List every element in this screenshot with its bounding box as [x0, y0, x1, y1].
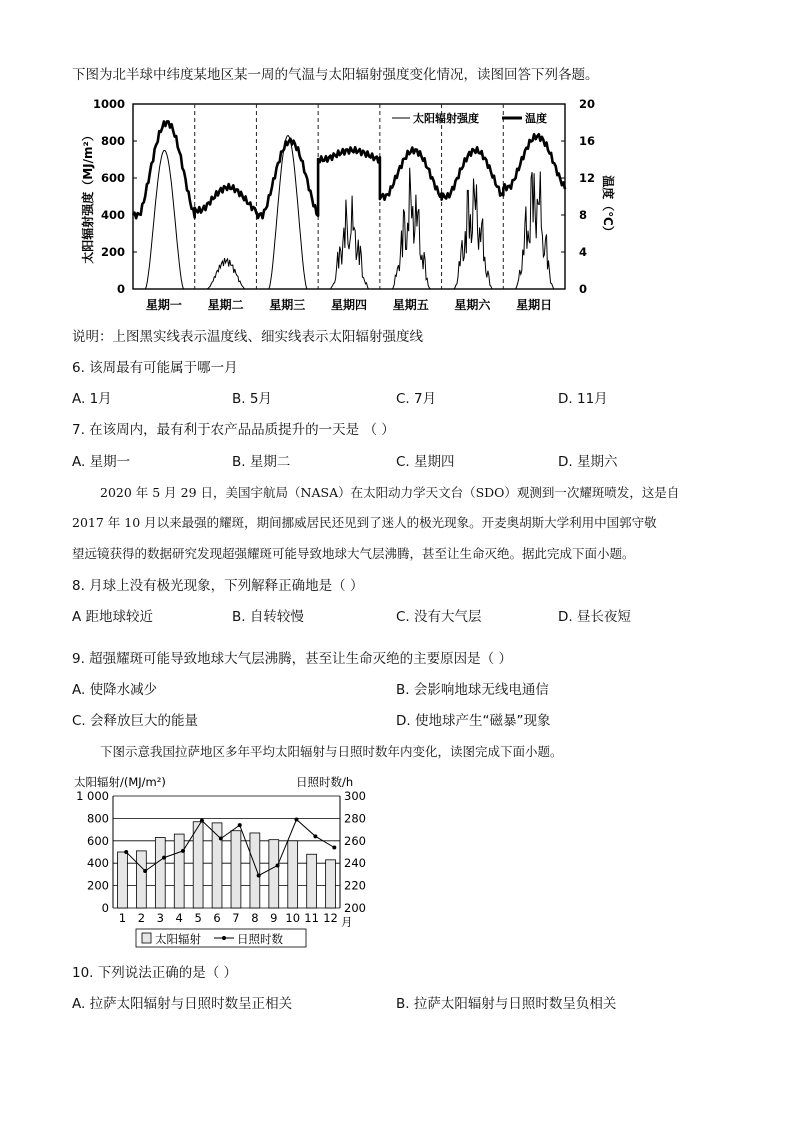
- q7-stem: 7. 在该周内，最有利于农产品品质提升的一天是 （ ）: [72, 422, 395, 438]
- q8-option-c[interactable]: C. 没有大气层: [396, 609, 482, 625]
- sunshine-point: [332, 846, 336, 850]
- q9-option-a[interactable]: A. 使降水减少: [72, 682, 158, 698]
- legend-thick-label: 温度: [525, 112, 547, 125]
- left-tick-label: 0: [101, 901, 109, 915]
- month-label: 6: [213, 911, 221, 925]
- q10-option-a[interactable]: A. 拉萨太阳辐射与日照时数呈正相关: [72, 996, 293, 1012]
- chart-weekly-temp-radiation: [0, 92, 794, 342]
- passage-line-3: 望远镜获得的数据研究发现超强耀斑可能导致地球大气层沸腾，甚至让生命灭绝。据此完成下面小题。: [72, 546, 635, 561]
- day-label: 星期一: [145, 298, 182, 312]
- day-label: 星期四: [330, 298, 368, 312]
- right-tick-label: 16: [579, 134, 596, 148]
- right-tick-label: 0: [579, 282, 588, 296]
- q7-option-a[interactable]: A. 星期一: [72, 454, 131, 470]
- radiation-bar: [326, 860, 336, 908]
- q8-option-b[interactable]: B. 自转较慢: [232, 609, 304, 625]
- q9-stem: 9. 超强耀斑可能导致地球大气层沸腾，甚至让生命灭绝的主要原因是（ ）: [72, 651, 512, 667]
- right-tick-label: 280: [344, 811, 366, 826]
- right-tick-label: 8: [579, 208, 588, 222]
- q6-option-d[interactable]: D. 11月: [558, 391, 608, 407]
- sunshine-point: [143, 869, 147, 873]
- left-tick-label: 0: [116, 282, 125, 296]
- radiation-bar: [231, 831, 241, 908]
- sunshine-point: [313, 834, 317, 838]
- q7-option-d[interactable]: D. 星期六: [558, 454, 618, 470]
- left-tick-label: 600: [100, 171, 125, 185]
- temperature-line: [133, 121, 565, 218]
- y-left-axis-label: 太阳辐射/(MJ/m²): [74, 775, 166, 789]
- radiation-bar: [174, 834, 184, 908]
- sunshine-point: [162, 856, 166, 860]
- chart2-intro: 下图示意我国拉萨地区多年平均太阳辐射与日照时数年内变化，读图完成下面小题。: [100, 744, 563, 759]
- left-tick-label: 400: [87, 856, 109, 871]
- day-label: 星期三: [269, 298, 306, 312]
- radiation-bar: [250, 833, 260, 908]
- right-tick-label: 300: [344, 789, 366, 803]
- y-right-axis-label: 日照时数/h: [296, 775, 354, 789]
- left-tick-label: 1 000: [76, 789, 109, 803]
- right-tick-label: 4: [579, 245, 588, 259]
- q9-option-b[interactable]: B. 会影响地球无线电通信: [396, 682, 549, 698]
- chart1-note: 说明：上图黑实线表示温度线、细实线表示太阳辐射强度线: [72, 329, 423, 345]
- chart2-legend: [136, 929, 306, 947]
- month-label: 12: [323, 911, 338, 925]
- intro-text: 下图为北半球中纬度某地区某一周的气温与太阳辐射强度变化情况，读图回答下列各题。: [72, 67, 599, 83]
- passage-line-2: 2017 年 10 月以来最强的耀斑，期间挪威居民还见到了迷人的极光现象。开麦奥胡斯大学利用中国郭守敬: [72, 515, 657, 530]
- radiation-bar: [307, 854, 317, 908]
- month-label: 9: [270, 911, 278, 925]
- q8-stem: 8. 月球上没有极光现象，下列解释正确地是（ ）: [72, 578, 364, 594]
- day-label: 星期五: [392, 298, 429, 312]
- q7-option-c[interactable]: C. 星期四: [396, 454, 455, 470]
- month-label: 5: [194, 911, 202, 925]
- right-tick-label: 220: [344, 878, 366, 893]
- q10-stem: 10. 下列说法正确的是（ ）: [72, 965, 238, 981]
- day-label: 星期六: [454, 298, 491, 312]
- right-tick-label: 200: [344, 901, 366, 915]
- q7-option-b[interactable]: B. 星期二: [232, 454, 291, 470]
- left-tick-label: 600: [87, 833, 109, 848]
- right-tick-label: 240: [344, 856, 366, 871]
- q6-option-b[interactable]: B. 5月: [232, 391, 272, 407]
- y-left-axis-label: 太阳辐射强度（MJ/m²）: [81, 129, 95, 264]
- sunshine-point: [200, 819, 204, 823]
- left-tick-label: 1000: [92, 97, 125, 111]
- month-label: 3: [156, 911, 164, 925]
- sunshine-point: [124, 850, 128, 854]
- radiation-bar: [288, 841, 298, 908]
- radiation-bar: [136, 851, 146, 908]
- month-label: 10: [285, 911, 301, 925]
- left-tick-label: 400: [100, 208, 125, 222]
- sunshine-point: [257, 874, 261, 878]
- y-right-axis-label: 温度（℃）: [601, 175, 615, 238]
- left-tick-label: 200: [87, 878, 109, 893]
- month-label: 8: [251, 911, 259, 925]
- q10-option-b[interactable]: B. 拉萨太阳辐射与日照时数呈负相关: [396, 996, 617, 1012]
- q6-option-c[interactable]: C. 7月: [396, 391, 437, 407]
- month-label: 2: [137, 911, 146, 925]
- month-label: 1: [118, 911, 127, 925]
- radiation-bar: [155, 837, 165, 908]
- chart-lhasa-radiation-sunshine: [70, 770, 470, 960]
- x-unit-label: 月: [341, 915, 353, 929]
- month-label: 4: [175, 911, 183, 925]
- right-tick-label: 20: [579, 97, 596, 111]
- month-label: 11: [304, 911, 319, 925]
- sunshine-point: [181, 849, 185, 853]
- left-tick-label: 200: [100, 245, 125, 259]
- right-tick-label: 260: [344, 833, 366, 848]
- legend-bar-label: 太阳辐射: [155, 932, 201, 946]
- passage-line-1: 2020 年 5 月 29 日，美国宇航局（NASA）在太阳动力学天文台（SDO）观测到一次耀斑喷发，这是自: [100, 485, 680, 500]
- legend-thin-label: 太阳辐射强度: [413, 112, 479, 125]
- q8-option-a[interactable]: A 距地球较近: [72, 609, 154, 625]
- q8-option-d[interactable]: D. 昼长夜短: [558, 609, 631, 625]
- chart1-legend: [392, 111, 547, 125]
- radiation-bar: [118, 852, 128, 908]
- month-label: 7: [232, 911, 240, 925]
- legend-bar-swatch: [142, 933, 151, 943]
- legend-line-label: 日照时数: [237, 932, 283, 946]
- legend-line-marker: [222, 936, 226, 940]
- left-tick-label: 800: [100, 134, 125, 148]
- sunshine-point: [238, 823, 242, 827]
- radiation-bar: [269, 840, 279, 908]
- day-label: 星期日: [516, 298, 553, 312]
- q9-option-d[interactable]: D. 使地球产生“磁暴”现象: [396, 713, 551, 729]
- sunshine-point: [276, 863, 280, 867]
- sunshine-point: [294, 818, 298, 822]
- day-label: 星期二: [207, 298, 244, 312]
- q6-stem: 6. 该周最有可能属于哪一月: [72, 360, 238, 376]
- q6-option-a[interactable]: A. 1月: [72, 391, 112, 407]
- sunshine-point: [219, 837, 223, 841]
- left-tick-label: 800: [87, 811, 109, 826]
- radiation-bar: [193, 822, 203, 908]
- temperature-line-series: [133, 121, 565, 218]
- q9-option-c[interactable]: C. 会释放巨大的能量: [72, 713, 199, 729]
- right-tick-label: 12: [579, 171, 596, 185]
